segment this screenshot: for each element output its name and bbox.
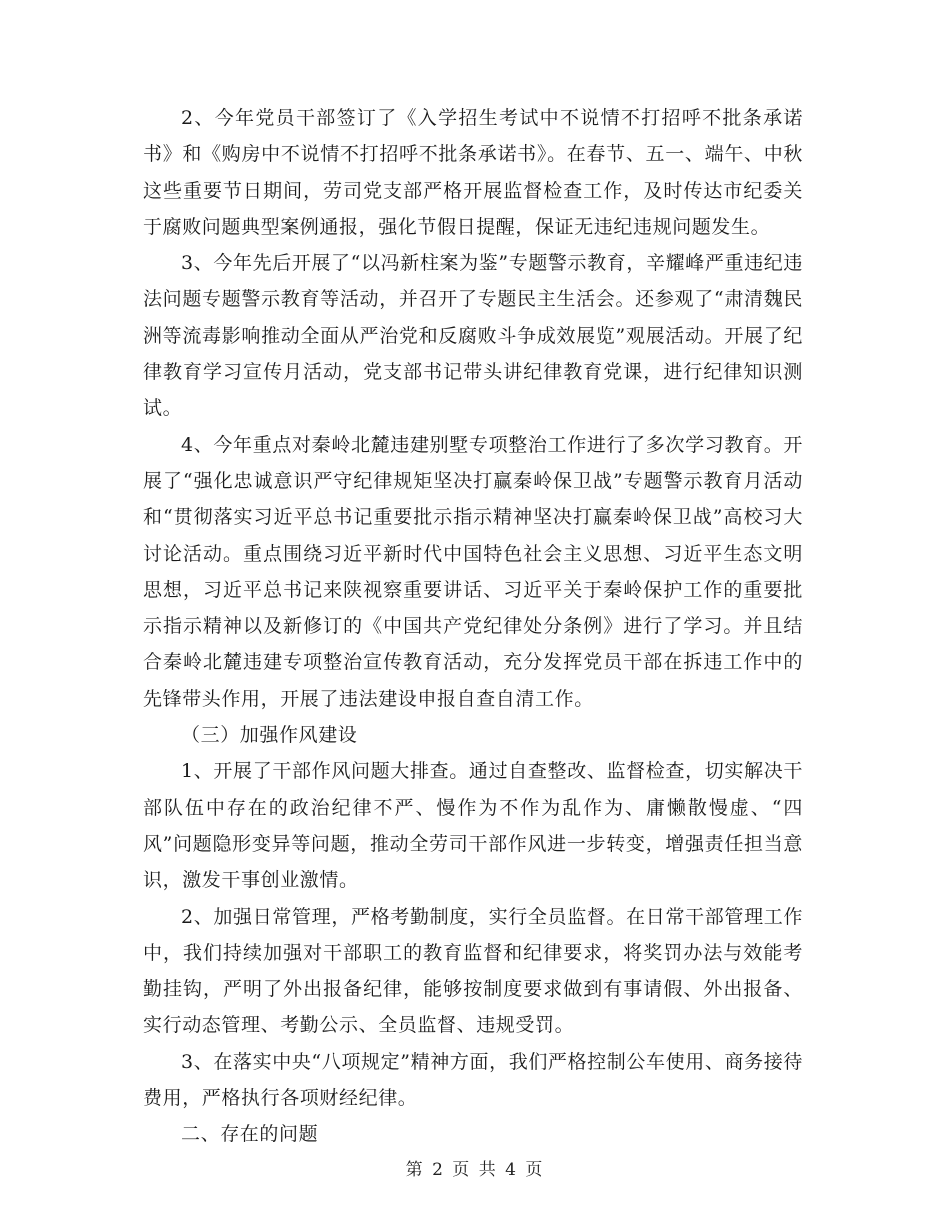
paragraph-style-3: 3、在落实中央“八项规定”精神方面，我们严格控制公车使用、商务接待费用，严格执行各项财经纪律。	[143, 1050, 803, 1110]
paragraph-style-2: 2、加强日常管理，严格考勤制度，实行全员监督。在日常干部管理工作中，我们持续加强对干部职工的教育监督和纪律要求，将奖罚办法与效能考勤挂钩，严明了外出报备纪律，能够按制度要求做到有事请假、外出报备、实行动态管理、考勤公示、全员监督、违规受罚。	[143, 905, 803, 1037]
page-footer: 第 2 页 共 4 页	[405, 1160, 545, 1180]
paragraph-item-3: 3、今年先后开展了“以冯新柱案为鉴”专题警示教育，辛耀峰严重违纪违法问题专题警示教育等活动，并召开了专题民主生活会。还参观了“肃清魏民洲等流毒影响推动全面从严治党和反腐败斗争成效展览”观展活动。开展了纪律教育学习宣传月活动，党支部书记带头讲纪律教育党课，进行纪律知识测试。	[143, 252, 803, 420]
paragraph-item-4: 4、今年重点对秦岭北麓违建别墅专项整治工作进行了多次学习教育。开展了“强化忠诚意识严守纪律规矩坚决打赢秦岭保卫战”专题警示教育月活动和“贯彻落实习近平总书记重要批示指示精神坚决打赢秦岭保卫战”高校习大讨论活动。重点围绕习近平新时代中国特色社会主义思想、习近平生态文明思想，习近平总书记来陕视察重要讲话、习近平关于秦岭保护工作的重要批示指示精神以及新修订的《中国共产党纪律处分条例》进行了学习。并且结合秦岭北麓违建专项整治宣传教育活动，充分发挥党员干部在拆违工作中的先锋带头作用，开展了违法建设申报自查自清工作。	[143, 433, 803, 710]
paragraph-item-2: 2、今年党员干部签订了《入学招生考试中不说情不打招呼不批条承诺书》和《购房中不说情不打招呼不批条承诺书》。在春节、五一、端午、中秋这些重要节日期间，劳司党支部严格开展监督检查工作，及时传达市纪委关于腐败问题典型案例通报，强化节假日提醒，保证无违纪违规问题发生。	[143, 107, 803, 238]
section-heading-style-building: （三）加强作风建设	[181, 724, 358, 747]
document-body	[143, 100, 803, 1153]
paragraph-style-1: 1、开展了干部作风问题大排查。通过自查整改、监督检查，切实解决干部队伍中存在的政治纪律不严、慢作为不作为乱作为、庸懒散慢虚、“四风”问题隐形变异等问题，推动全劳司干部作风进一步转变，增强责任担当意识，激发干事创业激情。	[143, 760, 803, 892]
section-heading-problems: 二、存在的问题	[181, 1123, 319, 1146]
